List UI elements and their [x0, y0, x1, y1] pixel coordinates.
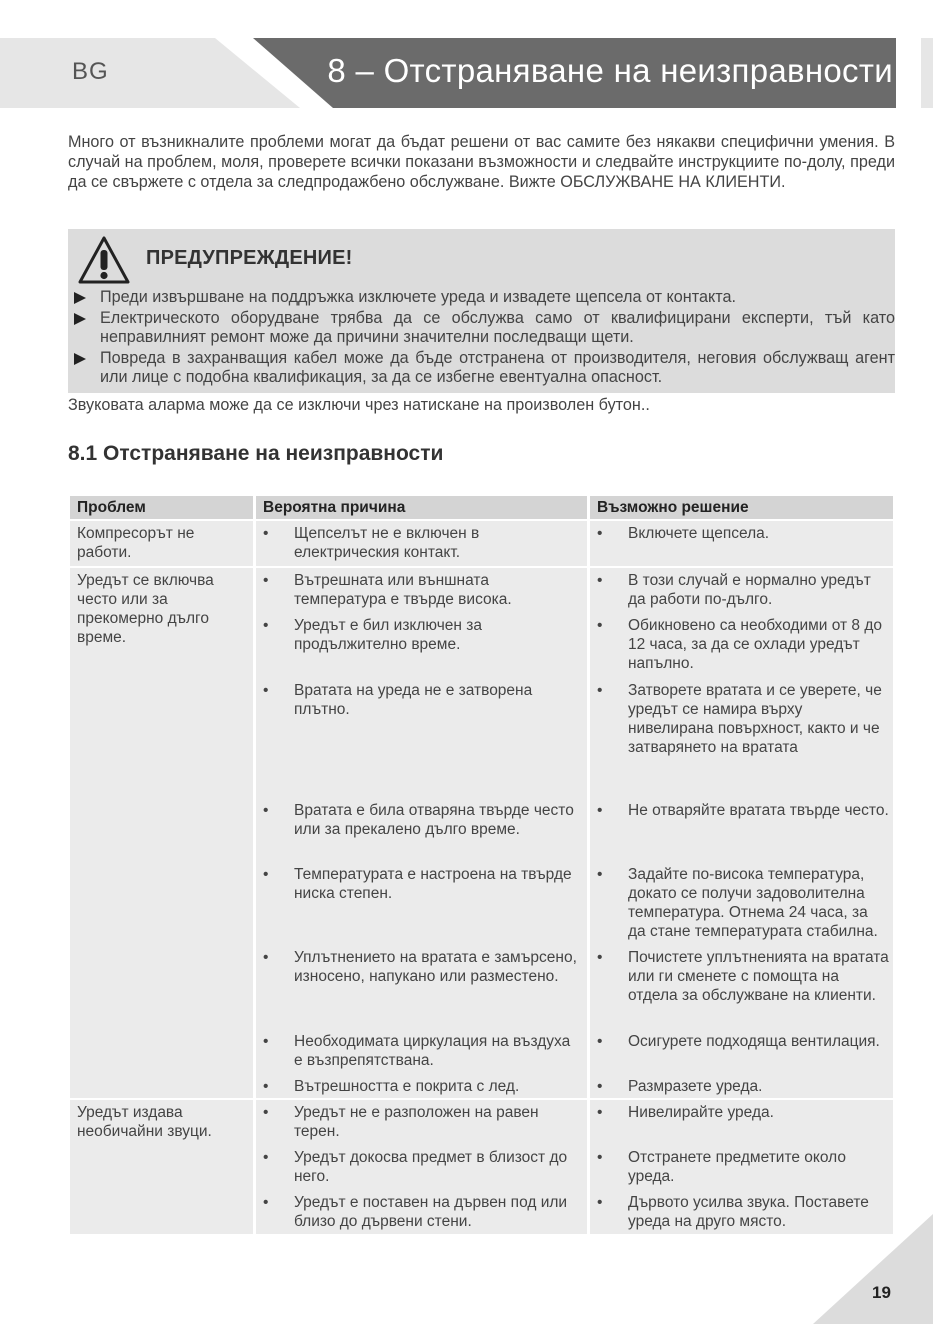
solution-text: Включете щепсела.: [628, 525, 770, 542]
troubleshooting-table: [70, 496, 893, 1236]
solution-text: Размразете уреда.: [628, 1078, 763, 1095]
cause-item: [256, 1193, 583, 1233]
warning-title: ПРЕДУПРЕЖДЕНИЕ!: [146, 247, 353, 269]
warning-item: [68, 349, 895, 387]
cause-cell: [256, 1100, 587, 1234]
bullet: •: [597, 1033, 603, 1050]
cause-item: [256, 865, 583, 948]
cause-text: Щепселът не е включен в електрическия контакт.: [294, 525, 480, 561]
solution-text: Обикновено са необходими от 8 до 12 часа, за да се охлади уредът напълно.: [628, 617, 883, 672]
bullet: •: [597, 572, 603, 589]
cause-text: Уредът е бил изключен за продължително време.: [294, 617, 482, 653]
solution-item: [590, 1148, 889, 1193]
bullet: •: [597, 525, 603, 542]
arrow-bullet-icon: [74, 353, 86, 365]
cause-text: Уредът е поставен на дървен под или близо до дървени стени.: [294, 1194, 568, 1230]
page-number: 19: [872, 1283, 891, 1302]
bullet: •: [263, 802, 269, 819]
solution-item: [590, 1077, 889, 1097]
cause-item: [256, 801, 583, 865]
solution-cell: [590, 521, 893, 566]
bullet: •: [597, 1194, 603, 1211]
language-code: BG: [72, 58, 109, 85]
bullet: •: [597, 1149, 603, 1166]
solution-text: Дървото усилва звука. Поставете уреда на друго място.: [628, 1194, 869, 1230]
cause-item: [256, 571, 583, 616]
solution-item: [590, 948, 889, 1032]
bullet: •: [597, 617, 603, 634]
cause-text: Необходимата циркулация на въздуха е възпрепятствана.: [294, 1033, 571, 1069]
cause-cell: [256, 568, 587, 1098]
solution-text: Почистете уплътненията на вратата или ги сменете с помощта на отдела за обслужване на клиенти.: [628, 949, 889, 1004]
table-row: [70, 521, 893, 566]
bullet: •: [263, 682, 269, 699]
cause-text: Вратата е била отваряна твърде често или за прекалено дълго време.: [294, 802, 574, 838]
header-solution: Възможно решение: [590, 496, 893, 519]
solution-item: [590, 865, 889, 948]
cause-text: Вътрешната или външната температура е твърде висока.: [294, 572, 512, 608]
cause-item: [256, 1032, 583, 1077]
cause-text: Уплътнението на вратата е замърсено, износено, напукано или разместено.: [294, 949, 577, 985]
bullet: •: [263, 949, 269, 966]
solution-item: [590, 616, 889, 681]
bullet: •: [263, 1194, 269, 1211]
page-corner-shape: [813, 1214, 933, 1324]
cause-item: [256, 681, 583, 801]
intro-paragraph: Много от възникналите проблеми могат да бъдат решени от вас самите без някакви специфични умения. В случай на проблем, моля, проверете всички показани възможности и следвайте инструкциите по-долу, преди да се свържете с отдела за следпродажбено обслужване. Вижте ОБСЛУЖВАНЕ НА КЛИЕНТИ.: [68, 133, 895, 191]
arrow-bullet-icon: [74, 313, 86, 325]
bullet: •: [263, 525, 269, 542]
cause-item: [256, 948, 583, 1032]
cause-item: [256, 524, 583, 562]
cause-text: Уредът докосва предмет в близост до него.: [294, 1149, 568, 1185]
bullet: •: [263, 866, 269, 883]
cause-text: Температурата е настроена на твърде ниска степен.: [294, 866, 572, 902]
bullet: •: [597, 1078, 603, 1095]
table-row: [70, 568, 893, 1098]
table-row: [70, 1100, 893, 1234]
bullet: •: [597, 949, 603, 966]
cause-text: Уредът не е разположен на равен терен.: [294, 1104, 539, 1140]
solution-item: [590, 524, 889, 543]
bullet: •: [597, 802, 603, 819]
warning-item-text: Електрическото оборудване трябва да се обслужва само от квалифицирани експерти, тъй като неправилният ремонт може да причини значителни последващи щети.: [100, 309, 895, 346]
solution-text: Осигурете подходяща вентилация.: [628, 1033, 880, 1050]
page-title: 8 – Отстраняване на неизправности: [327, 52, 893, 89]
section-heading: 8.1 Отстраняване на неизправности: [68, 442, 444, 465]
solution-text: Нивелирайте уреда.: [628, 1104, 774, 1121]
cause-text: Вътрешността е покрита с лед.: [294, 1078, 520, 1095]
bullet: •: [597, 682, 603, 699]
header-edge-band: [921, 38, 933, 108]
warning-icon: [78, 235, 130, 285]
arrow-bullet-icon: [74, 292, 86, 304]
header-cause: Вероятна причина: [256, 496, 587, 519]
alarm-note: Звуковата аларма може да се изключи чрез натискане на произволен бутон..: [68, 396, 650, 414]
solution-item: [590, 571, 889, 616]
cause-item: [256, 1077, 583, 1097]
header-problem: Проблем: [70, 496, 253, 519]
warning-list: [68, 288, 895, 389]
bullet: •: [263, 1104, 269, 1121]
bullet: •: [597, 866, 603, 883]
warning-item: [68, 288, 895, 307]
bullet: •: [263, 1033, 269, 1050]
solution-item: [590, 1032, 889, 1077]
bullet: •: [263, 1078, 269, 1095]
bullet: •: [263, 1149, 269, 1166]
warning-item-text: Преди извършване на поддръжка изключете уреда и извадете щепсела от контакта.: [100, 288, 736, 306]
problem-cell: Уредът издава необичайни звуци.: [70, 1100, 253, 1234]
bullet: •: [263, 617, 269, 634]
solution-text: Затворете вратата и се уверете, че уредът се намира върху нивелирана повърхност, както и че затварянето на вратата: [628, 682, 882, 756]
bullet: •: [263, 572, 269, 589]
warning-item: [68, 309, 895, 347]
solution-item: [590, 1103, 889, 1148]
cause-item: [256, 1103, 583, 1148]
bullet: •: [597, 1104, 603, 1121]
solution-text: Задайте по-висока температура, докато се получи задоволителна температура. Отнема 24 часа, за да стане температурата стабилна.: [628, 866, 878, 940]
cause-item: [256, 616, 583, 681]
cause-cell: [256, 521, 587, 566]
solution-item: [590, 801, 889, 865]
warning-item-text: Повреда в захранващия кабел може да бъде отстранена от производителя, неговия обслужващ агент или лице с подобна квалификация, за да се избегне евентуална опасност.: [100, 349, 895, 386]
problem-cell: Уредът се включва често или за прекомерно дълго време.: [70, 568, 253, 1098]
solution-text: В този случай е нормално уредът да работи по-дълго.: [628, 572, 871, 608]
solution-text: Не отваряйте вратата твърде често.: [628, 802, 889, 819]
cause-text: Вратата на уреда не е затворена плътно.: [294, 682, 533, 718]
problem-cell: Компресорът не работи.: [70, 521, 253, 566]
cause-item: [256, 1148, 583, 1193]
solution-cell: [590, 568, 893, 1098]
table-header: [70, 496, 893, 519]
solution-text: Отстранете предметите около уреда.: [628, 1149, 846, 1185]
solution-item: [590, 681, 889, 801]
